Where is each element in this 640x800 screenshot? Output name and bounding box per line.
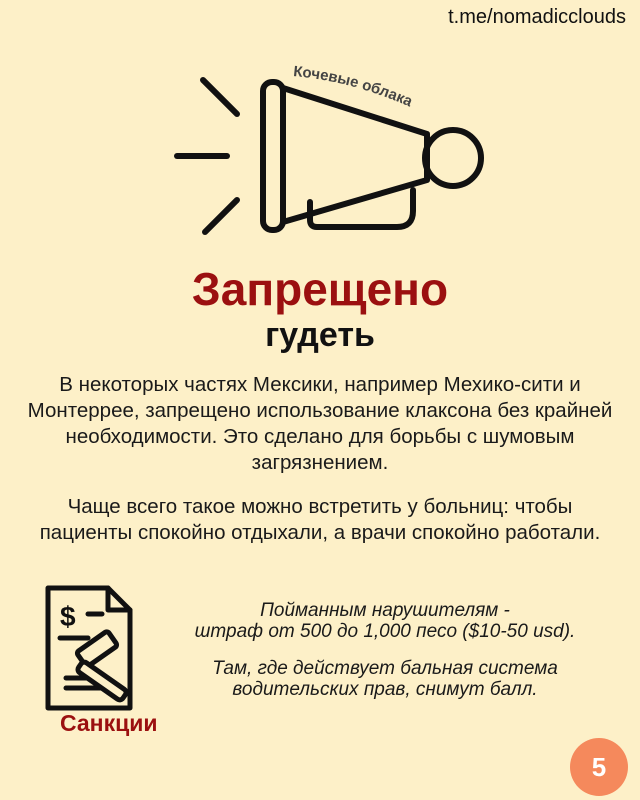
fine-text: Пойманным нарушителям - штраф от 500 до 1,000 песо ($10-50 usd).	[194, 600, 576, 642]
svg-text:Кочевые облака	[293, 63, 416, 111]
sanctions-label: Санкции	[60, 710, 158, 736]
dollar-sign: $	[60, 601, 76, 632]
megaphone-icon	[165, 62, 495, 267]
page-title: Запрещено	[191, 263, 449, 315]
channel-link[interactable]: t.me/nomadicclouds	[448, 6, 626, 28]
page-subtitle: гудеть	[265, 316, 375, 354]
legal-document-gavel-icon	[40, 582, 165, 712]
page-number-badge: 5	[570, 738, 628, 796]
body-paragraph-1: В некоторых частях Мексики, например Мехико-сити и Монтеррее, запрещено использование клаксона без крайней необходимости. Это сделано для борьбы с шумовым загрязнением.	[27, 373, 613, 474]
points-text: Там, где действует бальная система водительских прав, снимут балл.	[212, 658, 558, 700]
body-paragraph-2: Чаще всего такое можно встретить у больниц: чтобы пациенты спокойно отдыхали, а врачи спокойно работали.	[39, 495, 601, 544]
logo-text: Кочевые облака	[292, 63, 415, 111]
